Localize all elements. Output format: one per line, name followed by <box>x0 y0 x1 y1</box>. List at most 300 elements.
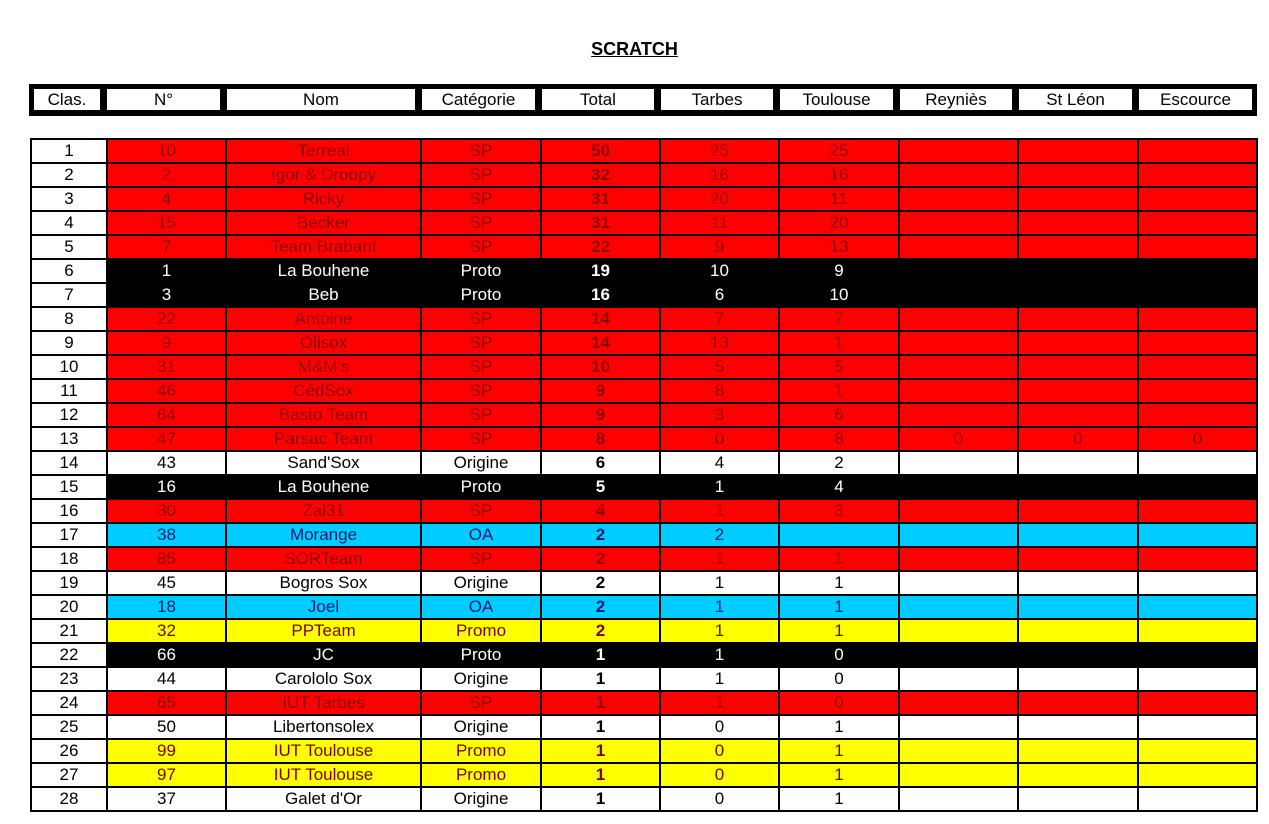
escource-cell <box>1138 403 1257 427</box>
name-cell: JC <box>226 643 421 667</box>
category-cell: SP <box>421 163 541 187</box>
toulouse-cell: 3 <box>779 499 899 523</box>
st-leon-cell <box>1018 499 1138 523</box>
escource-cell <box>1138 475 1257 499</box>
escource-cell <box>1138 787 1257 811</box>
toulouse-cell: 1 <box>779 547 899 571</box>
category-cell: Origine <box>421 571 541 595</box>
escource-cell: 0 <box>1138 427 1257 451</box>
rank-cell: 8 <box>31 307 107 331</box>
total-cell: 1 <box>541 643 660 667</box>
rank-cell: 24 <box>31 691 107 715</box>
name-cell: CédSox <box>226 379 421 403</box>
st-leon-cell <box>1018 403 1138 427</box>
escource-cell <box>1138 451 1257 475</box>
name-cell: Libertonsolex <box>226 715 421 739</box>
name-cell: La Bouhene <box>226 259 421 283</box>
table-row <box>31 451 1257 475</box>
tarbes-cell: 1 <box>660 595 779 619</box>
reynies-cell <box>899 499 1018 523</box>
tarbes-cell: 3 <box>660 403 779 427</box>
tarbes-cell: 11 <box>660 211 779 235</box>
total-cell: 1 <box>541 739 660 763</box>
escource-cell <box>1138 547 1257 571</box>
header-categorie: Catégorie <box>422 89 535 110</box>
total-cell: 1 <box>541 667 660 691</box>
reynies-cell <box>899 259 1018 283</box>
name-cell: M&M's <box>226 355 421 379</box>
escource-cell <box>1138 499 1257 523</box>
rank-cell: 15 <box>31 475 107 499</box>
escource-cell <box>1138 691 1257 715</box>
name-cell: Morange <box>226 523 421 547</box>
name-cell: Joel <box>226 595 421 619</box>
table-row <box>31 547 1257 571</box>
number-cell: 9 <box>107 331 226 355</box>
total-cell: 1 <box>541 715 660 739</box>
table-row <box>31 523 1257 547</box>
name-cell: Beb <box>226 283 421 307</box>
st-leon-cell: 0 <box>1018 427 1138 451</box>
number-cell: 37 <box>107 787 226 811</box>
toulouse-cell: 0 <box>779 667 899 691</box>
category-cell: Promo <box>421 619 541 643</box>
category-cell: SP <box>421 499 541 523</box>
toulouse-cell: 2 <box>779 451 899 475</box>
category-cell: Origine <box>421 787 541 811</box>
name-cell: Galet d'Or <box>226 787 421 811</box>
reynies-cell <box>899 787 1018 811</box>
header-st-leon: St Léon <box>1019 89 1132 110</box>
st-leon-cell <box>1018 547 1138 571</box>
total-cell: 8 <box>541 427 660 451</box>
category-cell: Origine <box>421 667 541 691</box>
category-cell: SP <box>421 235 541 259</box>
total-cell: 9 <box>541 403 660 427</box>
name-cell: IUT Toulouse <box>226 763 421 787</box>
number-cell: 66 <box>107 643 226 667</box>
tarbes-cell: 2 <box>660 523 779 547</box>
st-leon-cell <box>1018 283 1138 307</box>
escource-cell <box>1138 619 1257 643</box>
escource-cell <box>1138 595 1257 619</box>
reynies-cell <box>899 235 1018 259</box>
rank-cell: 4 <box>31 211 107 235</box>
tarbes-cell: 0 <box>660 787 779 811</box>
st-leon-cell <box>1018 307 1138 331</box>
tarbes-cell: 1 <box>660 475 779 499</box>
column-header-bar <box>29 84 1257 116</box>
number-cell: 32 <box>107 619 226 643</box>
tarbes-cell: 13 <box>660 331 779 355</box>
escource-cell <box>1138 355 1257 379</box>
rank-cell: 6 <box>31 259 107 283</box>
category-cell: OA <box>421 523 541 547</box>
category-cell: SP <box>421 187 541 211</box>
escource-cell <box>1138 307 1257 331</box>
number-cell: 10 <box>107 139 226 163</box>
reynies-cell <box>899 451 1018 475</box>
number-cell: 46 <box>107 379 226 403</box>
rank-cell: 14 <box>31 451 107 475</box>
tarbes-cell: 10 <box>660 259 779 283</box>
reynies-cell <box>899 187 1018 211</box>
tarbes-cell: 1 <box>660 547 779 571</box>
toulouse-cell: 5 <box>779 355 899 379</box>
tarbes-cell: 4 <box>660 451 779 475</box>
table-row <box>31 283 1257 307</box>
toulouse-cell: 13 <box>779 235 899 259</box>
tarbes-cell: 0 <box>660 763 779 787</box>
table-row <box>31 379 1257 403</box>
tarbes-cell: 6 <box>660 283 779 307</box>
total-cell: 10 <box>541 355 660 379</box>
total-cell: 2 <box>541 523 660 547</box>
st-leon-cell <box>1018 379 1138 403</box>
st-leon-cell <box>1018 643 1138 667</box>
name-cell: La Bouhene <box>226 475 421 499</box>
table-row <box>31 667 1257 691</box>
reynies-cell <box>899 283 1018 307</box>
total-cell: 50 <box>541 139 660 163</box>
name-cell: Becker <box>226 211 421 235</box>
header-reynies: Reyniès <box>900 89 1012 110</box>
st-leon-cell <box>1018 595 1138 619</box>
toulouse-cell: 6 <box>779 403 899 427</box>
category-cell: SP <box>421 691 541 715</box>
table-row <box>31 307 1257 331</box>
number-cell: 64 <box>107 403 226 427</box>
rank-cell: 9 <box>31 331 107 355</box>
table-row <box>31 475 1257 499</box>
name-cell: PPTeam <box>226 619 421 643</box>
reynies-cell <box>899 139 1018 163</box>
header-clas: Clas. <box>34 89 100 110</box>
escource-cell <box>1138 283 1257 307</box>
tarbes-cell: 1 <box>660 499 779 523</box>
st-leon-cell <box>1018 235 1138 259</box>
table-row <box>31 643 1257 667</box>
tarbes-cell: 7 <box>660 307 779 331</box>
total-cell: 22 <box>541 235 660 259</box>
name-cell: Zal31 <box>226 499 421 523</box>
reynies-cell <box>899 571 1018 595</box>
toulouse-cell: 1 <box>779 715 899 739</box>
category-cell: Promo <box>421 739 541 763</box>
name-cell: Antoine <box>226 307 421 331</box>
total-cell: 31 <box>541 211 660 235</box>
tarbes-cell: 0 <box>660 427 779 451</box>
st-leon-cell <box>1018 163 1138 187</box>
toulouse-cell: 9 <box>779 259 899 283</box>
number-cell: 44 <box>107 667 226 691</box>
toulouse-cell: 8 <box>779 427 899 451</box>
st-leon-cell <box>1018 475 1138 499</box>
category-cell: Promo <box>421 763 541 787</box>
number-cell: 15 <box>107 211 226 235</box>
st-leon-cell <box>1018 667 1138 691</box>
rank-cell: 21 <box>31 619 107 643</box>
toulouse-cell: 1 <box>779 787 899 811</box>
st-leon-cell <box>1018 139 1138 163</box>
tarbes-cell: 16 <box>660 163 779 187</box>
st-leon-cell <box>1018 715 1138 739</box>
toulouse-cell: 4 <box>779 475 899 499</box>
reynies-cell <box>899 739 1018 763</box>
toulouse-cell: 0 <box>779 691 899 715</box>
reynies-cell <box>899 379 1018 403</box>
reynies-cell <box>899 475 1018 499</box>
name-cell: Terreal <box>226 139 421 163</box>
rank-cell: 10 <box>31 355 107 379</box>
total-cell: 9 <box>541 379 660 403</box>
name-cell: Bogros Sox <box>226 571 421 595</box>
st-leon-cell <box>1018 787 1138 811</box>
toulouse-cell <box>779 523 899 547</box>
table-row <box>31 619 1257 643</box>
number-cell: 22 <box>107 307 226 331</box>
tarbes-cell: 8 <box>660 379 779 403</box>
escource-cell <box>1138 523 1257 547</box>
table-row <box>31 259 1257 283</box>
category-cell: Proto <box>421 643 541 667</box>
name-cell: Ricky <box>226 187 421 211</box>
tarbes-cell: 1 <box>660 619 779 643</box>
toulouse-cell: 11 <box>779 187 899 211</box>
table-row <box>31 715 1257 739</box>
number-cell: 30 <box>107 499 226 523</box>
st-leon-cell <box>1018 619 1138 643</box>
header-number: N° <box>107 89 220 110</box>
total-cell: 16 <box>541 283 660 307</box>
total-cell: 5 <box>541 475 660 499</box>
category-cell: Proto <box>421 259 541 283</box>
category-cell: SP <box>421 379 541 403</box>
toulouse-cell: 1 <box>779 739 899 763</box>
header-total: Total <box>542 89 654 110</box>
escource-cell <box>1138 739 1257 763</box>
escource-cell <box>1138 763 1257 787</box>
reynies-cell <box>899 667 1018 691</box>
escource-cell <box>1138 259 1257 283</box>
table-row <box>31 763 1257 787</box>
number-cell: 50 <box>107 715 226 739</box>
escource-cell <box>1138 715 1257 739</box>
tarbes-cell: 25 <box>660 139 779 163</box>
header-tarbes: Tarbes <box>661 89 773 110</box>
rank-cell: 13 <box>31 427 107 451</box>
ranking-rows <box>31 139 1257 811</box>
number-cell: 7 <box>107 235 226 259</box>
number-cell: 18 <box>107 595 226 619</box>
st-leon-cell <box>1018 571 1138 595</box>
table-row <box>31 331 1257 355</box>
reynies-cell <box>899 355 1018 379</box>
reynies-cell <box>899 211 1018 235</box>
rank-cell: 22 <box>31 643 107 667</box>
number-cell: 16 <box>107 475 226 499</box>
total-cell: 2 <box>541 571 660 595</box>
page-title: SCRATCH <box>591 39 678 59</box>
st-leon-cell <box>1018 187 1138 211</box>
category-cell: SP <box>421 211 541 235</box>
header-nom: Nom <box>227 89 415 110</box>
reynies-cell <box>899 331 1018 355</box>
table-row <box>31 691 1257 715</box>
rank-cell: 17 <box>31 523 107 547</box>
escource-cell <box>1138 139 1257 163</box>
category-cell: SP <box>421 427 541 451</box>
table-row <box>31 595 1257 619</box>
reynies-cell <box>899 715 1018 739</box>
total-cell: 14 <box>541 307 660 331</box>
rank-cell: 2 <box>31 163 107 187</box>
name-cell: Parsac Team <box>226 427 421 451</box>
number-cell: 43 <box>107 451 226 475</box>
escource-cell <box>1138 235 1257 259</box>
toulouse-cell: 1 <box>779 331 899 355</box>
reynies-cell <box>899 595 1018 619</box>
category-cell: SP <box>421 547 541 571</box>
table-row <box>31 499 1257 523</box>
header-escource: Escource <box>1139 89 1252 110</box>
tarbes-cell: 20 <box>660 187 779 211</box>
number-cell: 31 <box>107 355 226 379</box>
escource-cell <box>1138 211 1257 235</box>
total-cell: 32 <box>541 163 660 187</box>
total-cell: 4 <box>541 499 660 523</box>
name-cell: Team Brabant <box>226 235 421 259</box>
reynies-cell <box>899 523 1018 547</box>
st-leon-cell <box>1018 451 1138 475</box>
tarbes-cell: 0 <box>660 715 779 739</box>
rank-cell: 3 <box>31 187 107 211</box>
rank-cell: 16 <box>31 499 107 523</box>
name-cell: Igor & Droopy <box>226 163 421 187</box>
total-cell: 19 <box>541 259 660 283</box>
tarbes-cell: 1 <box>660 571 779 595</box>
rank-cell: 5 <box>31 235 107 259</box>
tarbes-cell: 5 <box>660 355 779 379</box>
table-row <box>31 211 1257 235</box>
number-cell: 47 <box>107 427 226 451</box>
toulouse-cell: 1 <box>779 379 899 403</box>
total-cell: 14 <box>541 331 660 355</box>
name-cell: SORTeam <box>226 547 421 571</box>
name-cell: Carololo Sox <box>226 667 421 691</box>
st-leon-cell <box>1018 691 1138 715</box>
name-cell: Olisox <box>226 331 421 355</box>
total-cell: 1 <box>541 691 660 715</box>
reynies-cell <box>899 643 1018 667</box>
st-leon-cell <box>1018 739 1138 763</box>
rank-cell: 1 <box>31 139 107 163</box>
reynies-cell <box>899 619 1018 643</box>
table-row <box>31 235 1257 259</box>
toulouse-cell: 1 <box>779 763 899 787</box>
table-row <box>31 187 1257 211</box>
rank-cell: 23 <box>31 667 107 691</box>
rank-cell: 12 <box>31 403 107 427</box>
toulouse-cell: 1 <box>779 619 899 643</box>
reynies-cell: 0 <box>899 427 1018 451</box>
name-cell: Basto Team <box>226 403 421 427</box>
table-row <box>31 787 1257 811</box>
table-row <box>31 403 1257 427</box>
number-cell: 99 <box>107 739 226 763</box>
category-cell: Origine <box>421 451 541 475</box>
number-cell: 4 <box>107 187 226 211</box>
toulouse-cell: 1 <box>779 571 899 595</box>
number-cell: 65 <box>107 691 226 715</box>
total-cell: 6 <box>541 451 660 475</box>
category-cell: SP <box>421 403 541 427</box>
toulouse-cell: 0 <box>779 643 899 667</box>
total-cell: 2 <box>541 595 660 619</box>
name-cell: IUT Tarbes <box>226 691 421 715</box>
tarbes-cell: 1 <box>660 691 779 715</box>
reynies-cell <box>899 403 1018 427</box>
tarbes-cell: 0 <box>660 739 779 763</box>
toulouse-cell: 25 <box>779 139 899 163</box>
number-cell: 2 <box>107 163 226 187</box>
rank-cell: 19 <box>31 571 107 595</box>
escource-cell <box>1138 187 1257 211</box>
name-cell: IUT Toulouse <box>226 739 421 763</box>
escource-cell <box>1138 571 1257 595</box>
st-leon-cell <box>1018 211 1138 235</box>
escource-cell <box>1138 163 1257 187</box>
number-cell: 45 <box>107 571 226 595</box>
escource-cell <box>1138 643 1257 667</box>
total-cell: 31 <box>541 187 660 211</box>
rank-cell: 27 <box>31 763 107 787</box>
toulouse-cell: 16 <box>779 163 899 187</box>
category-cell: SP <box>421 307 541 331</box>
st-leon-cell <box>1018 259 1138 283</box>
reynies-cell <box>899 307 1018 331</box>
rank-cell: 26 <box>31 739 107 763</box>
tarbes-cell: 1 <box>660 667 779 691</box>
rank-cell: 18 <box>31 547 107 571</box>
escource-cell <box>1138 667 1257 691</box>
reynies-cell <box>899 163 1018 187</box>
reynies-cell <box>899 547 1018 571</box>
st-leon-cell <box>1018 523 1138 547</box>
header-toulouse: Toulouse <box>780 89 893 110</box>
toulouse-cell: 20 <box>779 211 899 235</box>
table-row <box>31 739 1257 763</box>
total-cell: 1 <box>541 787 660 811</box>
category-cell: OA <box>421 595 541 619</box>
escource-cell <box>1138 331 1257 355</box>
reynies-cell <box>899 691 1018 715</box>
reynies-cell <box>899 763 1018 787</box>
table-row <box>31 163 1257 187</box>
toulouse-cell: 7 <box>779 307 899 331</box>
st-leon-cell <box>1018 763 1138 787</box>
tarbes-cell: 1 <box>660 643 779 667</box>
number-cell: 85 <box>107 547 226 571</box>
total-cell: 2 <box>541 619 660 643</box>
escource-cell <box>1138 379 1257 403</box>
scratch-ranking-table <box>30 138 1258 812</box>
number-cell: 38 <box>107 523 226 547</box>
st-leon-cell <box>1018 355 1138 379</box>
toulouse-cell: 10 <box>779 283 899 307</box>
number-cell: 97 <box>107 763 226 787</box>
total-cell: 1 <box>541 763 660 787</box>
